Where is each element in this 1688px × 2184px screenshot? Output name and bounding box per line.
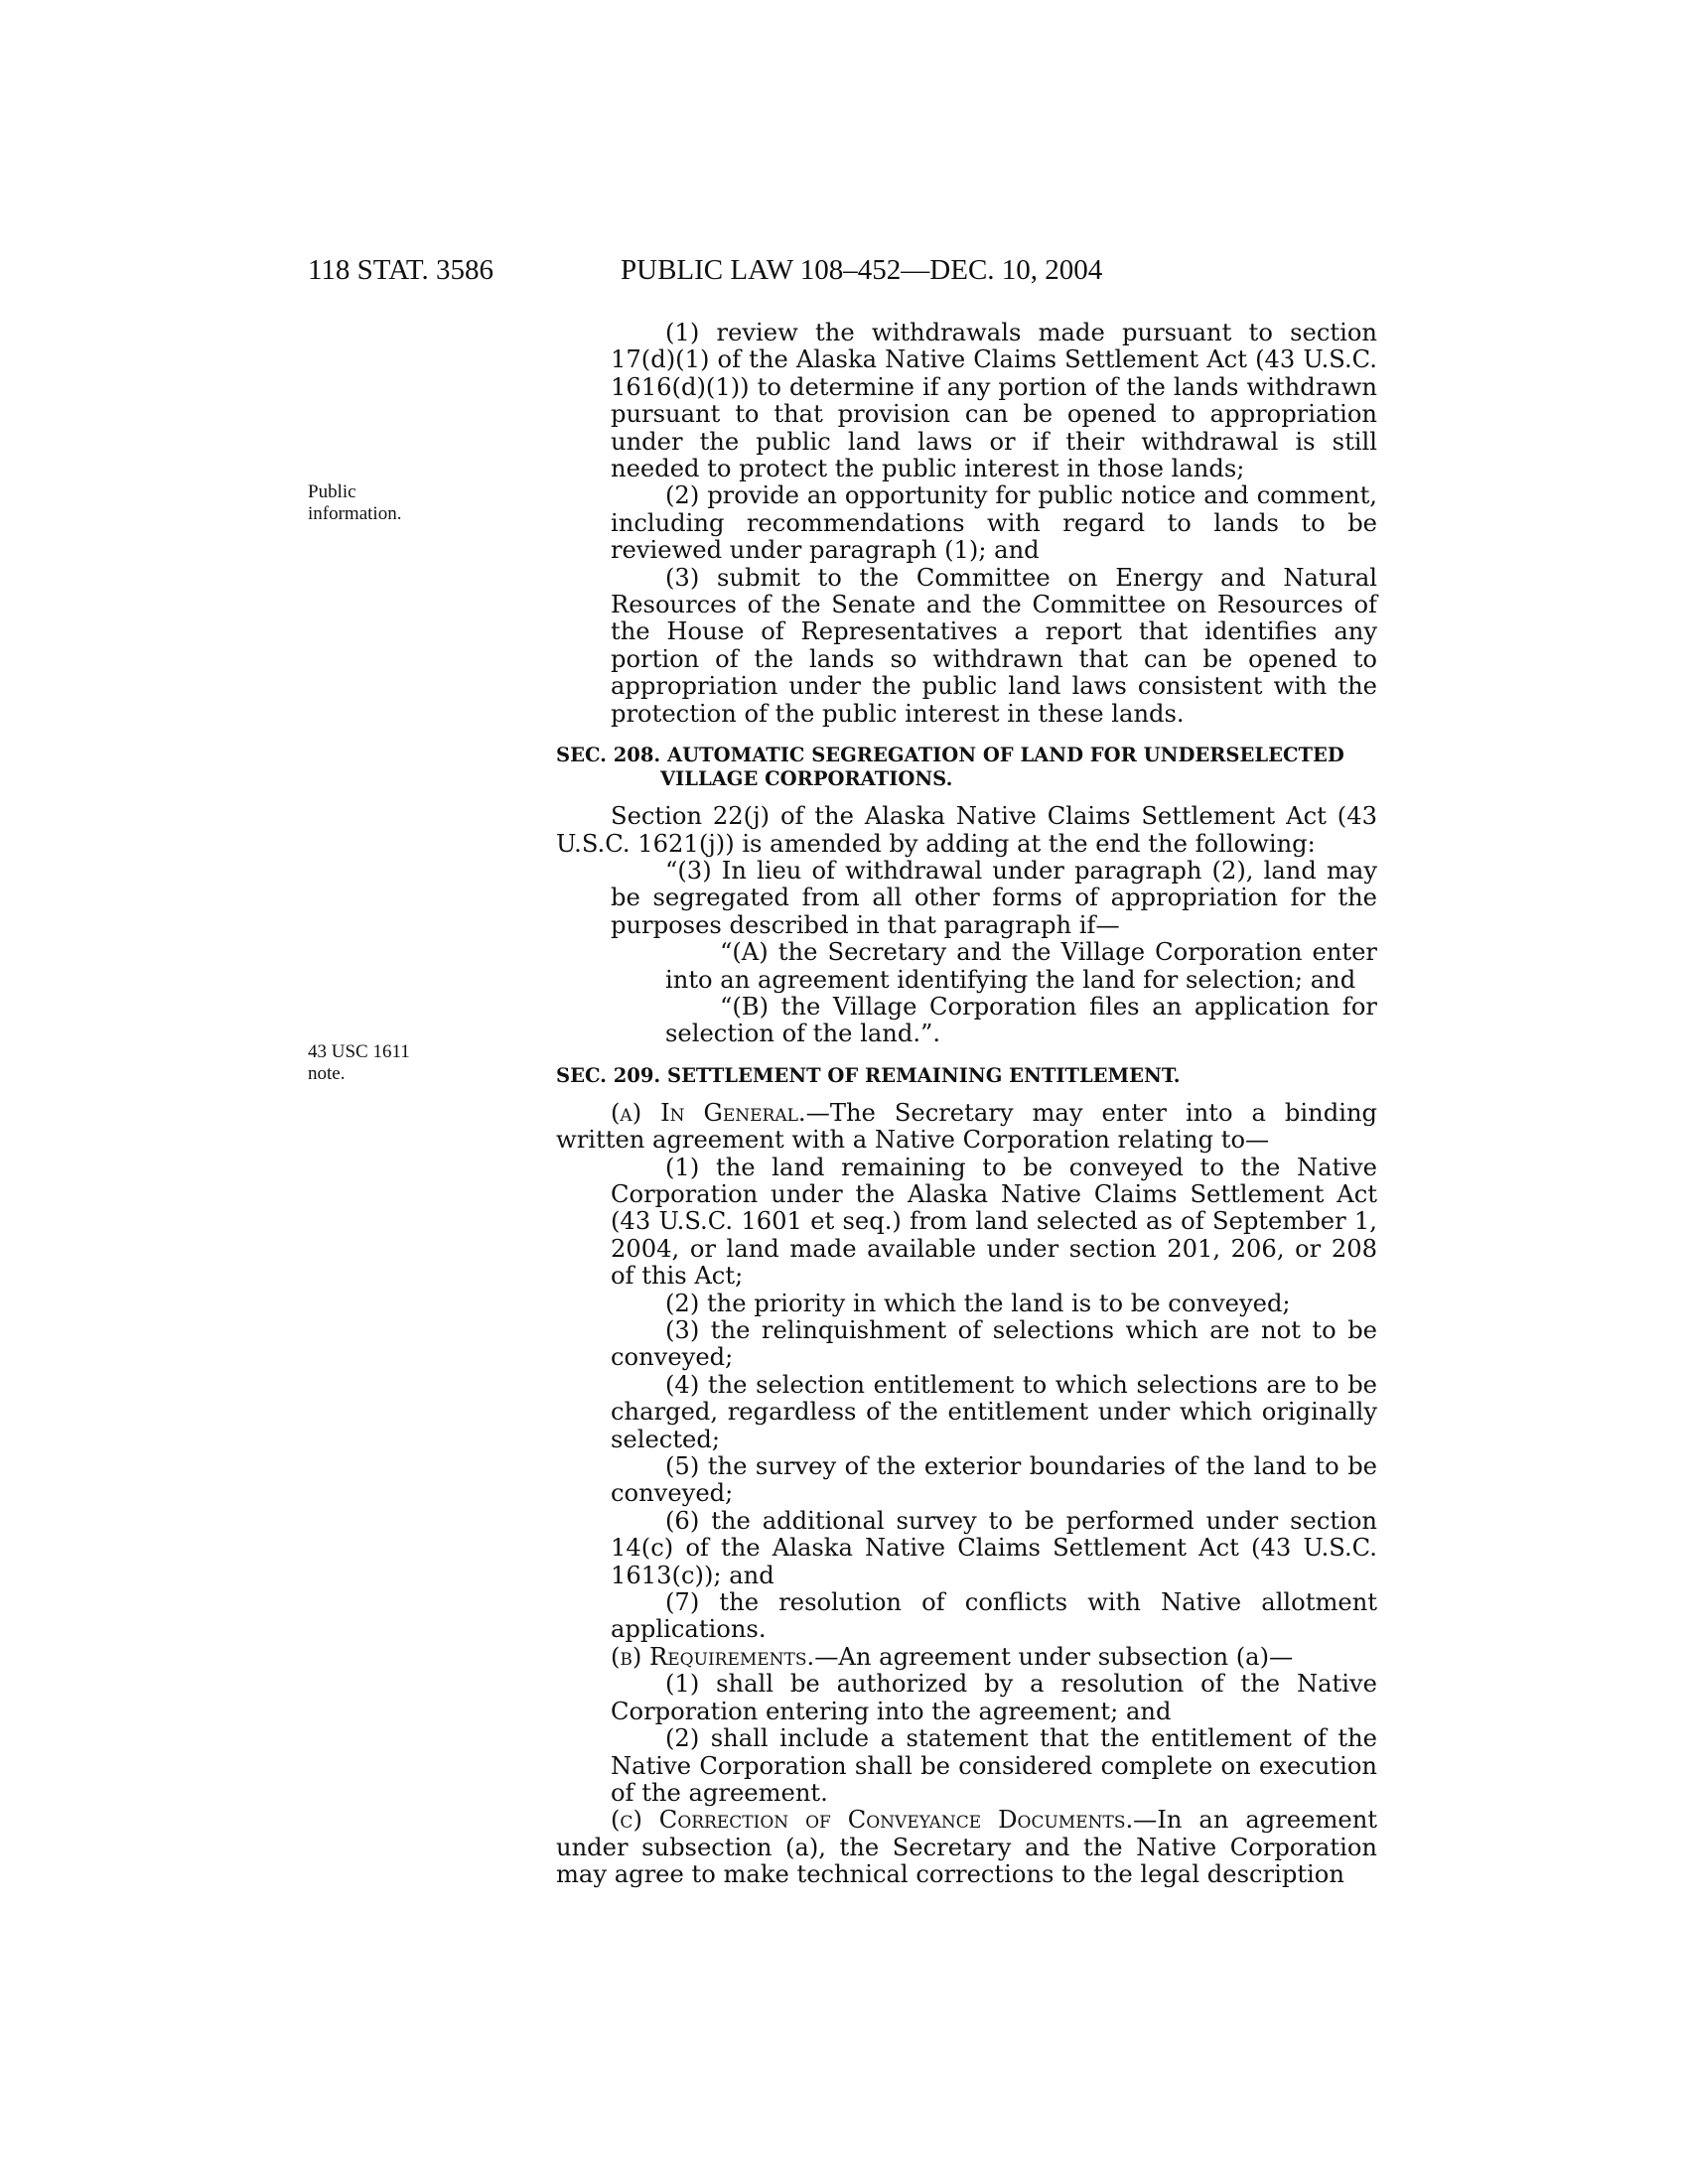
paragraph: (3) submit to the Committee on Energy and Natural Resources of the Senate and the Committee on Resources of the House of Representatives a report that identifies any portion of the lands so withdrawn that can be opened to appropriation under the public land laws consistent with the protection of the public interest in these lands. — [611, 563, 1377, 728]
margin-note-line: Public — [308, 481, 356, 502]
margin-note-line: information. — [308, 503, 402, 524]
paragraph: (1) shall be authorized by a resolution of the Native Corporation entering into the agreement; and — [611, 1670, 1377, 1725]
paragraph: (6) the additional survey to be performed under section 14(c) of the Alaska Native Claims Settlement Act (43 U.S.C. 1613(c)); and — [611, 1506, 1377, 1589]
paragraph: (1) the land remaining to be conveyed to the Native Corporation under the Alaska Native Claims Settlement Act (43 U.S.C. 1601 et seq.) from land selected as of September 1, 2004, or land made available under section 201, 206, or 208 of this Act; — [611, 1153, 1377, 1291]
paragraph: “(A) the Secretary and the Village Corporation enter into an agreement identifying the land for selection; and — [665, 938, 1377, 994]
paragraph: (5) the survey of the exterior boundaries of the land to be conveyed; — [611, 1452, 1377, 1508]
paragraph: (7) the resolution of conflicts with Native allotment applications. — [611, 1588, 1377, 1644]
subsection-text: —The Secretary may enter into a binding written agreement with a Native Corporation relating to— — [556, 1098, 1378, 1155]
margin-note-public-information — [308, 481, 447, 525]
subsection-label: (c) Correction of Conveyance Documents. — [611, 1806, 1134, 1835]
subsection-label: (a) In General. — [611, 1098, 806, 1127]
section-heading: SEC. 209. SETTLEMENT OF REMAINING ENTITLEMENT. — [556, 1063, 1181, 1087]
paragraph: (1) review the withdrawals made pursuant to section 17(d)(1) of the Alaska Native Claims Settlement Act (43 U.S.C. 1616(d)(1)) to determine if any portion of the lands withdrawn pursuant to that provision can be opened to appropriation under the public land laws or if their withdrawal is still needed to protect the public interest in those lands; — [611, 319, 1377, 483]
margin-note-line: 43 USC 1611 — [308, 1041, 410, 1062]
page-citation: 118 STAT. 3586 — [308, 254, 493, 286]
paragraph: Section 22(j) of the Alaska Native Claims Settlement Act (43 U.S.C. 1621(j)) is amended by adding at the end the following: — [556, 802, 1377, 858]
margin-note-line: note. — [308, 1063, 346, 1084]
subsection-text: —An agreement under subsection (a)— — [814, 1642, 1294, 1671]
paragraph: “(B) the Village Corporation files an application for selection of the land.”. — [665, 992, 1377, 1048]
paragraph — [556, 1100, 1377, 1155]
page-header — [308, 250, 1380, 290]
paragraph — [556, 1807, 1377, 1888]
subsection-text: —In an agreement under subsection (a), the Secretary and the Native Corporation may agree to make technical corrections to the legal description — [556, 1806, 1377, 1889]
paragraph: (4) the selection entitlement to which selections are to be charged, regardless of the entitlement under which originally selected; — [611, 1370, 1377, 1453]
paragraph: “(3) In lieu of withdrawal under paragraph (2), land may be segregated from all other forms of appropriation for the purposes described in that paragraph if— — [611, 856, 1377, 939]
paragraph: (2) the priority in which the land is to be conveyed; — [665, 1289, 1291, 1317]
paragraph: (2) shall include a statement that the entitlement of the Native Corporation shall be considered complete on execution of the agreement. — [611, 1724, 1377, 1807]
document-body — [556, 320, 1377, 1889]
paragraph — [556, 1644, 1377, 1671]
margin-note-usc — [308, 1041, 447, 1085]
running-title: PUBLIC LAW 108–452—DEC. 10, 2004 — [621, 254, 1103, 286]
section-heading: SEC. 208. AUTOMATIC SEGREGATION OF LAND FOR UNDERSELECTED VILLAGE CORPORATIONS. — [556, 744, 1344, 791]
paragraph: (3) the relinquishment of selections which are not to be conveyed; — [611, 1316, 1377, 1372]
subsection-label: (b) Requirements. — [611, 1642, 815, 1671]
paragraph: (2) provide an opportunity for public notice and comment, including recommendations with regard to lands to be reviewed under paragraph (1); and — [611, 481, 1377, 565]
